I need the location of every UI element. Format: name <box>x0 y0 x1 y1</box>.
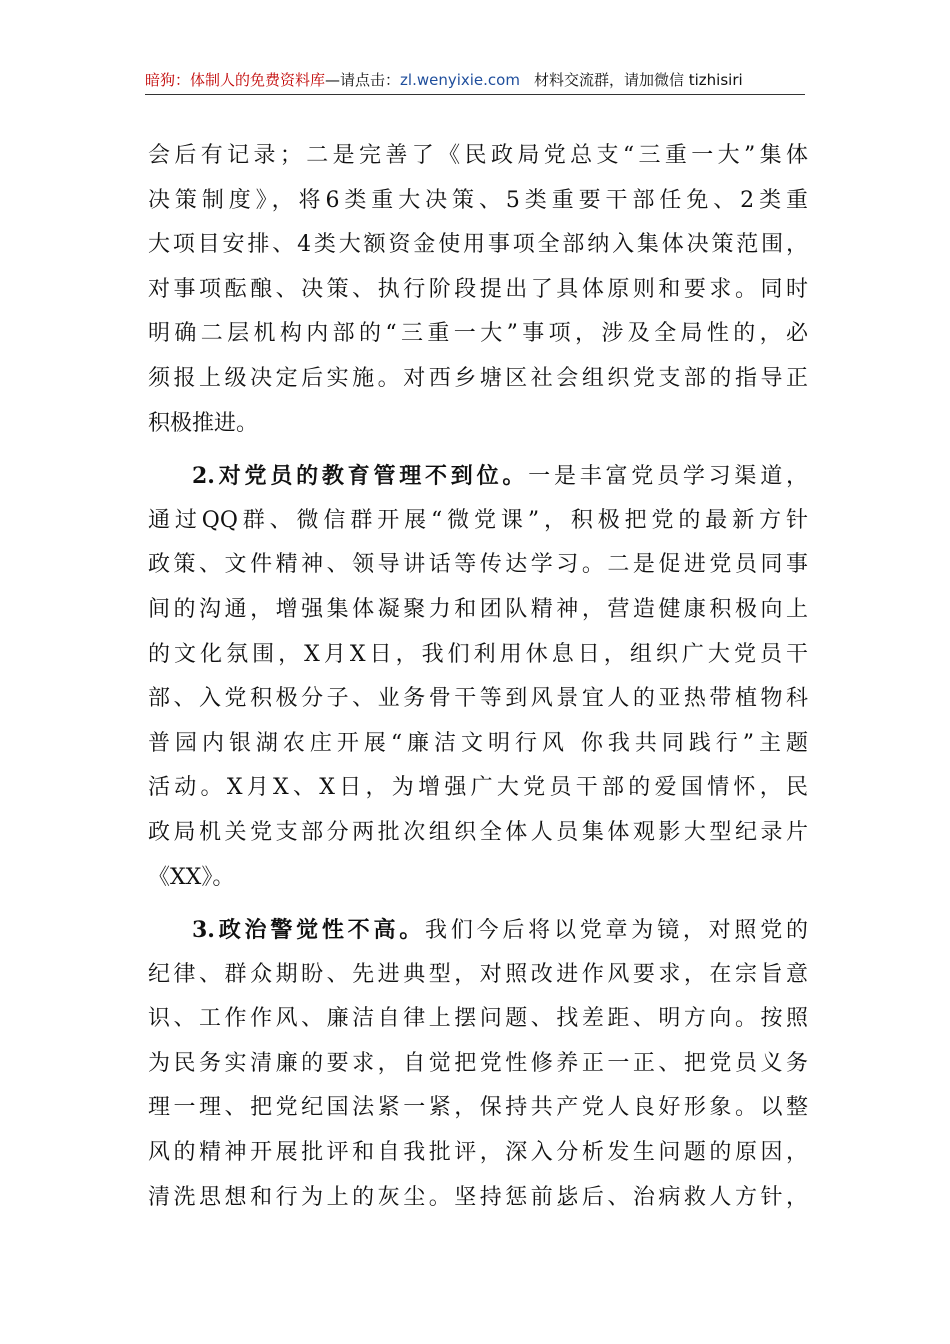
text-line: 政策、文件精神、领导讲话等传达学习。二是促进党员同事 <box>148 552 808 578</box>
document-body <box>148 134 808 1220</box>
paragraph-first-line <box>148 908 808 953</box>
text-line: 纪律、群众期盼、先进典型，对照改进作风要求，在宗旨意 <box>148 961 808 987</box>
header-click-prompt: —请点击： <box>325 71 401 89</box>
text-line: 政局机关党支部分两批次组织全体人员集体观影大型纪录片 <box>148 819 808 845</box>
text-line: 清洗思想和行为上的灰尘。坚持惩前毖后、治病救人方针， <box>148 1184 808 1210</box>
text-line: 会后有记录；二是完善了《民政局党总支“三重一大”集体 <box>148 143 808 168</box>
header-url-link[interactable]: zl.wenyixie.com <box>400 71 520 89</box>
paragraph-first-line <box>148 454 808 499</box>
paragraph-3 <box>148 908 808 1220</box>
text-line: 普园内银湖农庄开展“廉洁文明行风 你我共同践行”主题 <box>148 730 808 756</box>
text-line: 为民务实清廉的要求，自觉把党性修养正一正、把党员义务 <box>148 1050 808 1076</box>
text-line: 识、工作作风、廉洁自律上摆问题、找差距、明方向。按照 <box>148 1006 808 1032</box>
text-span: 一是丰富党员学习渠道， <box>528 464 808 490</box>
text-line: 的文化氛围，X月X日，我们利用休息日，组织广大党员干 <box>148 641 808 667</box>
header-wechat-note: 材料交流群，请加微信 tizhisiri <box>533 71 743 89</box>
text-line: 大项目安排、4类大额资金使用事项全部纳入集体决策范围， <box>148 232 808 258</box>
header-brand: 暗狗：体制人的免费资料库 <box>145 71 326 89</box>
section-heading: 3.政治警觉性不高。 <box>192 917 426 944</box>
text-line: 须报上级决定后实施。对西乡塘区社会组织党支部的指导正 <box>148 365 808 391</box>
text-line: 明确二层机构内部的“三重一大”事项，涉及全局性的，必 <box>148 321 808 347</box>
text-line: 活动。X月X、X日，为增强广大党员干部的爱国情怀，民 <box>148 775 808 801</box>
text-line: 决策制度》，将6类重大决策、5类重要干部任免、2类重 <box>148 187 808 213</box>
text-line: 风的精神开展批评和自我批评，深入分析发生问题的原因， <box>148 1140 808 1166</box>
page-header <box>145 68 805 92</box>
paragraph-2 <box>148 454 808 900</box>
text-line: 理一理、把党纪国法紧一紧，保持共产党人良好形象。以整 <box>148 1095 808 1121</box>
text-line: 《XX》。 <box>148 864 235 890</box>
text-line: 间的沟通，增强集体凝聚力和团队精神，营造健康积极向上 <box>148 596 808 622</box>
paragraph-1 <box>148 134 808 446</box>
text-line: 对事项酝酿、决策、执行阶段提出了具体原则和要求。同时 <box>148 276 808 302</box>
text-line: 通过QQ群、微信群开展“微党课”，积极把党的最新方针 <box>148 507 808 533</box>
text-line: 部、入党积极分子、业务骨干等到风景宜人的亚热带植物科 <box>148 686 808 712</box>
header-divider <box>145 94 805 95</box>
text-span: 我们今后将以党章为镜，对照党的 <box>425 918 808 944</box>
section-heading: 2.对党员的教育管理不到位。 <box>192 463 529 490</box>
text-line: 积极推进。 <box>148 410 259 436</box>
